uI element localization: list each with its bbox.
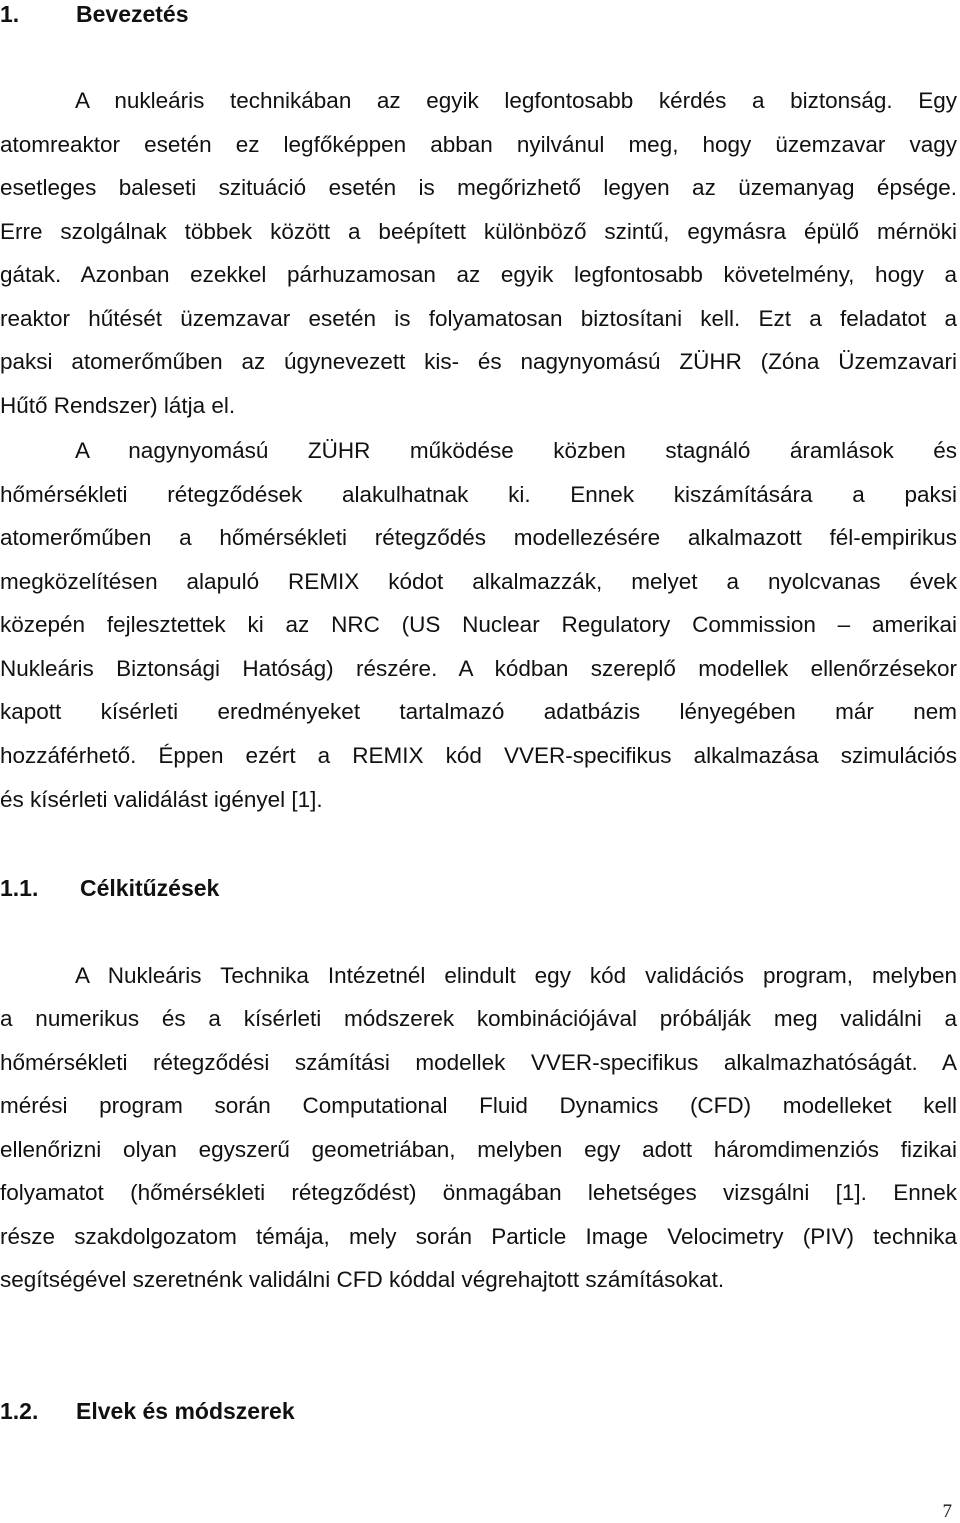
text-line: ellenőrizni olyan egyszerű geometriában, melyben egy adott háromdimenziós fizikai — [0, 1137, 957, 1162]
text-line: és kísérleti validálást igényel [1]. — [0, 787, 323, 812]
section-title: Bevezetés — [76, 1, 189, 27]
text-line: folyamatot (hőmérsékleti rétegződést) önmagában lehetséges vizsgálni [1]. Ennek — [0, 1180, 957, 1205]
section-heading-1 — [0, 0, 189, 28]
text-line: A nagynyomású ZÜHR működése közben stagnáló áramlások és — [75, 438, 957, 463]
section-number: 1.2. — [0, 1398, 39, 1424]
section-number: 1. — [0, 1, 20, 27]
text-line: segítségével szeretnénk validálni CFD kóddal végrehajtott számításokat. — [0, 1267, 725, 1292]
text-line: esetleges baleseti szituáció esetén is megőrizhető legyen az üzemanyag épsége. — [0, 175, 957, 200]
section-title: Elvek és módszerek — [76, 1398, 295, 1424]
text-line: paksi atomerőműben az úgynevezett kis- és nagynyomású ZÜHR (Zóna Üzemzavari — [0, 349, 957, 374]
text-line: gátak. Azonban ezekkel párhuzamosan az egyik legfontosabb követelmény, hogy a — [0, 262, 957, 287]
text-line: A nukleáris technikában az egyik legfontosabb kérdés a biztonság. Egy — [75, 88, 957, 113]
section-heading-1-2 — [0, 1397, 295, 1425]
text-line: mérési program során Computational Fluid Dynamics (CFD) modelleket kell — [0, 1093, 957, 1118]
text-line: megközelítésen alapuló REMIX kódot alkalmazzák, melyet a nyolcvanas évek — [0, 569, 957, 594]
section-number: 1.1. — [0, 875, 39, 901]
section-heading-1-1 — [0, 874, 219, 902]
text-line: közepén fejlesztettek ki az NRC (US Nuclear Regulatory Commission – amerikai — [0, 612, 957, 637]
text-line: hőmérsékleti rétegződések alakulhatnak ki. Ennek kiszámítására a paksi — [0, 482, 957, 507]
text-line: reaktor hűtését üzemzavar esetén is folyamatosan biztosítani kell. Ezt a feladatot a — [0, 306, 957, 331]
text-line: atomreaktor esetén ez legfőképpen abban nyilvánul meg, hogy üzemzavar vagy — [0, 132, 957, 157]
text-line: Erre szolgálnak többek között a beépített különböző szintű, egymásra épülő mérnöki — [0, 219, 957, 244]
text-line: Hűtő Rendszer) látja el. — [0, 393, 236, 418]
text-line: kapott kísérleti eredményeket tartalmazó adatbázis lényegében már nem — [0, 699, 957, 724]
text-line: atomerőműben a hőmérsékleti rétegződés modellezésére alkalmazott fél-empirikus — [0, 525, 957, 550]
section-title: Célkitűzések — [80, 875, 220, 901]
text-line: része szakdolgozatom témája, mely során Particle Image Velocimetry (PIV) technika — [0, 1224, 957, 1249]
page-number: 7 — [942, 1501, 952, 1522]
text-line: a numerikus és a kísérleti módszerek kombinációjával próbálják meg validálni a — [0, 1006, 957, 1031]
text-line: A Nukleáris Technika Intézetnél elindult egy kód validációs program, melyben — [75, 963, 957, 988]
text-line: Nukleáris Biztonsági Hatóság) részére. A kódban szereplő modellek ellenőrzésekor — [0, 656, 957, 681]
text-line: hőmérsékleti rétegződési számítási modellek VVER-specifikus alkalmazhatóságát. A — [0, 1050, 957, 1075]
text-line: hozzáférhető. Éppen ezért a REMIX kód VVER-specifikus alkalmazása szimulációs — [0, 743, 957, 768]
